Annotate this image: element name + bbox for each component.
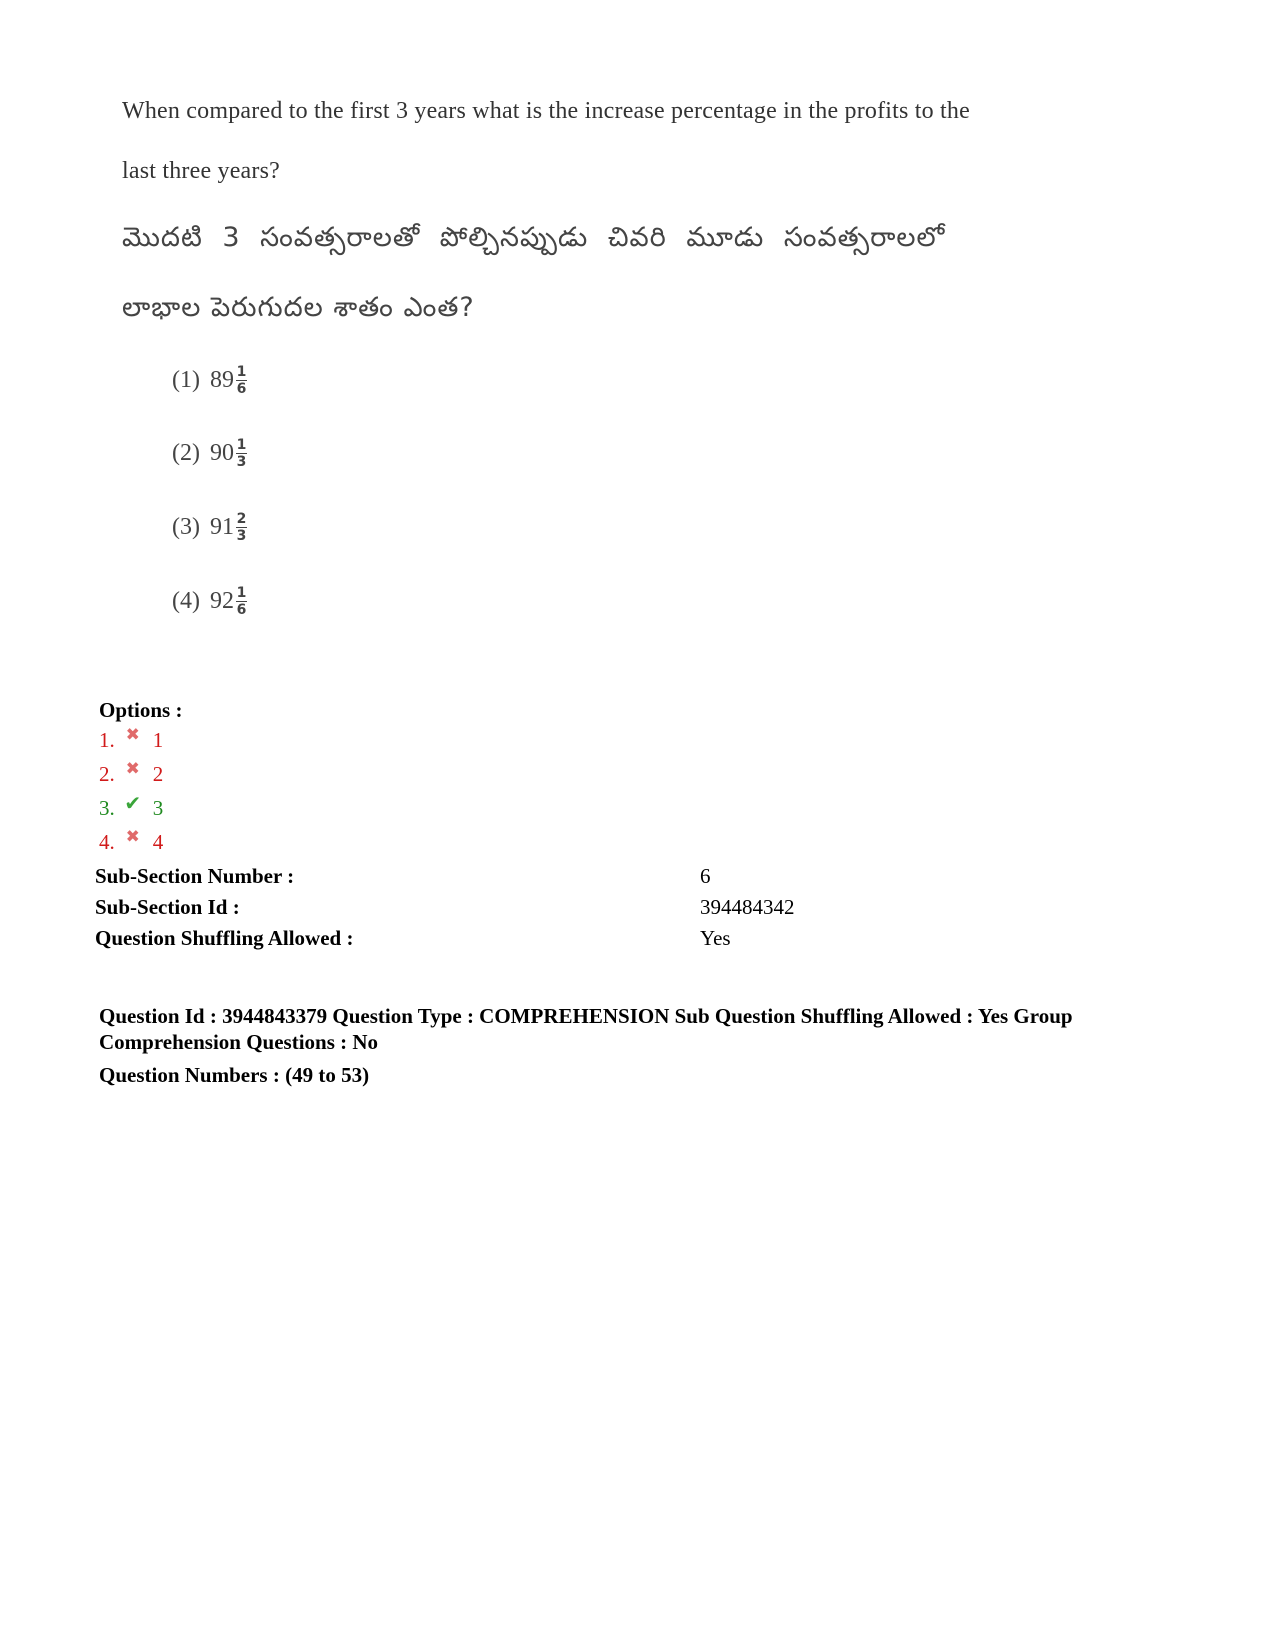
subsection-number-label: Sub-Section Number : [95, 864, 295, 888]
fraction-denominator: 6 [236, 380, 247, 397]
options-label: Options : [99, 698, 183, 722]
option-1 [99, 724, 164, 753]
question-numbers: Question Numbers : (49 to 53) [99, 1063, 370, 1087]
question-text-telugu-line1: మొదటి 3 సంవత్సరాలతో పోల్చినప్పుడు చివరి మూడు సంవత్సరాలలో [122, 222, 946, 253]
question-text-english-line2: last three years? [122, 158, 280, 184]
fraction-denominator: 6 [236, 601, 247, 618]
choice-2 [172, 428, 247, 478]
cross-icon: ✖ [125, 724, 140, 745]
subsection-number-value: 6 [700, 864, 711, 888]
question-text-english-line1: When compared to the first 3 years what is the increase percentage in the profits to the [122, 98, 970, 124]
choice-3 [172, 502, 247, 552]
fraction-denominator: 3 [236, 453, 247, 470]
choice-whole: 90 [209, 439, 234, 466]
option-index: 3. [99, 796, 115, 820]
choice-label: (2) [172, 439, 200, 466]
choice-whole: 89 [209, 366, 234, 393]
option-value: 3 [152, 796, 164, 820]
choice-label: (4) [172, 587, 200, 614]
option-index: 2. [99, 762, 115, 786]
choice-whole: 92 [209, 587, 234, 614]
choice-label: (3) [172, 513, 200, 540]
choice-fraction [236, 585, 247, 618]
option-2 [99, 758, 164, 787]
subsection-id-value: 394484342 [700, 895, 795, 919]
option-index: 4. [99, 830, 115, 854]
fraction-numerator: 1 [236, 584, 247, 601]
question-text-telugu-line2: లాభాల పెరుగుదల శాతం ఎంత? [122, 292, 475, 323]
check-icon: ✔ [124, 790, 142, 815]
choice-whole: 91 [209, 513, 234, 540]
option-value: 4 [152, 830, 164, 854]
question-info: Question Id : 3944843379 Question Type : COMPREHENSION Sub Question Shuffling Allowed : Yes Group Comprehension Questions : No [99, 1004, 1073, 1054]
choice-fraction [236, 437, 247, 470]
fraction-denominator: 3 [236, 527, 247, 544]
choice-label: (1) [172, 366, 200, 393]
option-index: 1. [99, 728, 115, 752]
option-4 [99, 826, 164, 855]
question-shuffling-label: Question Shuffling Allowed : [95, 926, 354, 950]
subsection-id-label: Sub-Section Id : [95, 895, 240, 919]
option-value: 1 [152, 728, 164, 752]
choice-4 [172, 576, 247, 626]
option-3 [99, 790, 164, 821]
fraction-numerator: 1 [236, 363, 247, 380]
cross-icon: ✖ [125, 826, 140, 847]
option-value: 2 [152, 762, 164, 786]
fraction-numerator: 1 [236, 436, 247, 453]
cross-icon: ✖ [125, 758, 140, 779]
choice-1 [172, 355, 247, 405]
choice-fraction [236, 364, 247, 397]
fraction-numerator: 2 [236, 510, 247, 527]
question-shuffling-value: Yes [700, 926, 731, 950]
choice-fraction [236, 511, 247, 544]
